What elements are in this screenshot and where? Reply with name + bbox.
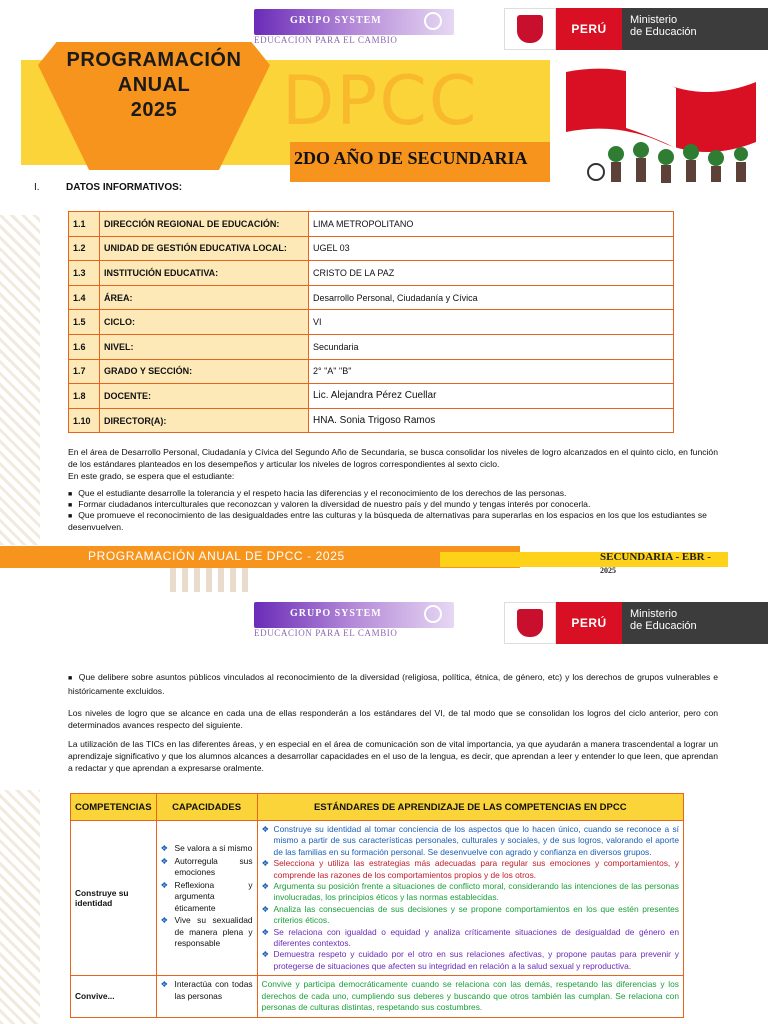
title-line2: ANUAL <box>117 74 191 96</box>
peru-flag-illustration <box>556 62 768 184</box>
brand-tagline: EDUCACION PARA EL CAMBIO <box>254 35 398 45</box>
standard-item <box>262 904 679 927</box>
ministry-label <box>622 8 768 50</box>
info-label: DOCENTE: <box>100 384 309 409</box>
capacity-text: Se valora a si mismo <box>174 843 253 853</box>
grade-label: 2DO AÑO DE SECUNDARIA <box>294 148 528 168</box>
capacity-item <box>161 880 253 915</box>
ministry-line1: Ministerio <box>630 608 678 620</box>
standard-text: Demuestra respeto y cuidado por el otro en sus relaciones afectivas, y propone pautas para prevenir y protegerse de situaciones que afecten su integridad en relación a la salud sexual y reproductiva. <box>273 949 679 971</box>
competency-row <box>71 821 684 976</box>
info-label: INSTITUCIÓN EDUCATIVA: <box>100 261 309 286</box>
page2-bullet <box>68 671 718 697</box>
info-number: 1.3 <box>69 261 100 286</box>
info-row <box>69 384 674 409</box>
capacities-cell <box>156 821 257 976</box>
page2-paragraph-1: Los niveles de logro que se alcance en cada una de ellas responderán a los estándares del VI, de tal modo que se consolidan los logros del ciclo anterior, pero con determinados avances respecto del siguiente. <box>68 708 718 730</box>
info-value: CRISTO DE LA PAZ <box>309 261 674 286</box>
peru-shield-icon <box>504 602 556 644</box>
diamond-bullet-icon: ❖ <box>160 855 169 866</box>
section-number: I. <box>34 182 40 193</box>
standards-cell <box>257 976 683 1017</box>
standard-item <box>262 881 679 904</box>
info-value: VI <box>309 310 674 335</box>
info-row <box>69 285 674 310</box>
header-capacidades: CAPACIDADES <box>156 794 257 821</box>
diamond-bullet-icon: ❖ <box>160 915 169 925</box>
ministry-line1: Ministerio <box>630 14 678 26</box>
competency-name: Construye su identidad <box>71 821 157 976</box>
info-row <box>69 261 674 286</box>
country-label: PERÚ <box>556 602 622 644</box>
standard-text: Convive y participa democráticamente cuando se relaciona con las demás, respetando las diferencias y los derechos de cada uno, cumpliendo sus deberes y buscando que otros también las cumplan. Se relaciona con personas de culturas distintas, respetando sus costumbres. <box>261 979 679 1013</box>
diamond-bullet-icon: ❖ <box>160 979 169 990</box>
info-number: 1.6 <box>69 334 100 359</box>
title-line3: 2025 <box>130 99 178 121</box>
info-row <box>69 359 674 384</box>
grupo-system-logo <box>254 9 454 35</box>
standard-text: Selecciona y utiliza las estrategias más adecuadas para regular sus emociones y comportamientos, y comprende las razones de los comportamientos propios y de los otros. <box>273 858 679 880</box>
standard-item <box>262 949 679 972</box>
info-row <box>69 310 674 335</box>
competency-table <box>70 793 684 1018</box>
capacity-text: Vive su sexualidad de manera plena y responsable <box>174 915 253 948</box>
info-label: CICLO: <box>100 310 309 335</box>
standard-item <box>262 927 679 950</box>
title-line1: PROGRAMACIÓN <box>66 49 242 71</box>
bullet-square-icon: ■ <box>68 502 73 509</box>
side-decoration <box>0 215 40 545</box>
diamond-bullet-icon: ❖ <box>160 843 169 853</box>
standard-item <box>262 979 679 1013</box>
info-number: 1.8 <box>69 384 100 409</box>
diamond-bullet-icon: ❖ <box>261 824 270 834</box>
capacity-text: Reflexiona y argumenta éticamente <box>174 879 253 913</box>
info-number: 1.10 <box>69 408 100 433</box>
bullet-text: Que promueve el reconocimiento de las desigualdades entre las culturas y la búsqueda de alternativas para superarlas en los espacios en los que los estudiantes se desenvuelven. <box>68 510 707 532</box>
brand-tagline: EDUCACION PARA EL CAMBIO <box>254 628 398 638</box>
info-value: Secundaria <box>309 334 674 359</box>
info-label: GRADO Y SECCIÓN: <box>100 359 309 384</box>
capacity-item <box>161 843 253 855</box>
competency-name: Convive... <box>71 976 157 1017</box>
info-number: 1.1 <box>69 212 100 237</box>
section-title: DATOS INFORMATIVOS: <box>66 182 183 193</box>
standard-item <box>262 858 679 881</box>
brand-name: GRUPO SYSTEM <box>290 15 382 26</box>
info-label: DIRECCIÓN REGIONAL DE EDUCACIÓN: <box>100 212 309 237</box>
subject-title: DPCC <box>282 62 479 141</box>
country-label: PERÚ <box>556 8 622 50</box>
intro-bullet <box>68 510 728 533</box>
grade-box <box>290 142 550 182</box>
page2-paragraph-2: La utilización de las TICs en las diferentes áreas, y en especial en el área de comunicación son de vital importancia, ya que ayudarán a manera trascendental a lograr un aprendizaje significativo y que los alumnos alcances a desarrollar capacidades en el uso de la lengua, es decir, que aprendan a leer y entender lo que leen, que aprendan a redactar y que aprendan a expresarse oralmente. <box>68 739 718 773</box>
bullet-text: Que el estudiante desarrolle la tolerancia y el respeto hacia las diferencias y el reconocimiento de los derechos de las personas. <box>78 488 567 498</box>
capacity-item <box>161 856 253 879</box>
info-label: ÁREA: <box>100 285 309 310</box>
capacity-text: Autorregula sus emociones <box>174 855 253 877</box>
bullet-text: Formar ciudadanos interculturales que reconozcan y valoren la diversidad de nuestro país y del mundo y tengas interés por conocerla. <box>78 499 591 509</box>
info-value: Lic. Alejandra Pérez Cuellar <box>309 384 674 409</box>
capacities-cell <box>156 976 257 1017</box>
footer-decoration <box>170 568 254 592</box>
ministry-line2: de Educación <box>630 26 697 38</box>
page2-bullet-text: Que delibere sobre asuntos públicos vinculados al reconocimiento de la diversidad (religiosa, política, étnica, de género, etc) y los derechos de grupos vulnerables e históricamente excluidos. <box>68 672 718 696</box>
diamond-bullet-icon: ❖ <box>261 881 270 892</box>
standard-item <box>262 824 679 858</box>
info-value: LIMA METROPOLITANO <box>309 212 674 237</box>
info-row <box>69 212 674 237</box>
standard-text: Construye su identidad al tomar conciencia de los aspectos que lo hacen único, cuando se reconoce a sí mismo a partir de sus características personales, culturales y sociales, y de sus logros, valorando el aporte de las familias en su formación personal. Se desenvuelve con agrado y confianza en diversos grupos. <box>273 824 679 857</box>
diamond-bullet-icon: ❖ <box>261 949 270 960</box>
standard-text: Argumenta su posición frente a situaciones de conflicto moral, considerando las intenciones de las personas involucradas, los principios éticos y las normas establecidas. <box>273 881 679 903</box>
diamond-bullet-icon: ❖ <box>261 926 270 937</box>
program-title <box>48 48 260 123</box>
info-label: UNIDAD DE GESTIÓN EDUCATIVA LOCAL: <box>100 236 309 261</box>
grupo-system-logo <box>254 602 454 628</box>
bullet-square-icon: ■ <box>68 675 73 682</box>
ministry-logo <box>504 602 768 644</box>
intro-text: En el área de Desarrollo Personal, Ciudadanía y Cívica del Segundo Año de Secundaria, se busca consolidar los niveles de logro alcanzados en el quinto ciclo, en función de los estándares planteados en los desempeños y articular los niveles de logros correspondientes al sexto ciclo. <box>68 447 718 469</box>
info-number: 1.4 <box>69 285 100 310</box>
capacity-text: Interactúa con todas las personas <box>174 979 253 1001</box>
info-row <box>69 334 674 359</box>
info-number: 1.5 <box>69 310 100 335</box>
ministry-logo <box>504 8 768 50</box>
footer-title: PROGRAMACIÓN ANUAL DE DPCC - 2025 <box>88 549 345 563</box>
intro-lead: En este grado, se espera que el estudiante: <box>68 471 235 481</box>
standard-text: Se relaciona con igualdad o equidad y analiza críticamente situaciones de desigualdad de género en diferentes contextos. <box>273 926 679 949</box>
brand-emblem-icon <box>424 605 442 623</box>
capacity-item <box>161 915 253 950</box>
standards-cell <box>257 821 683 976</box>
info-value: 2° "A" "B" <box>309 359 674 384</box>
side-decoration-2 <box>0 790 40 1024</box>
info-value: HNA. Sonia Trigoso Ramos <box>309 408 674 433</box>
info-number: 1.2 <box>69 236 100 261</box>
diamond-bullet-icon: ❖ <box>160 879 169 890</box>
ministry-line2: de Educación <box>630 620 697 632</box>
brand-name: GRUPO SYSTEM <box>290 608 382 619</box>
diamond-bullet-icon: ❖ <box>261 903 270 914</box>
header-estandares: ESTÁNDARES DE APRENDIZAJE DE LAS COMPETENCIAS EN DPCC <box>257 794 683 821</box>
info-value: UGEL 03 <box>309 236 674 261</box>
info-label: DIRECTOR(A): <box>100 408 309 433</box>
header-competencias: COMPETENCIAS <box>71 794 157 821</box>
info-number: 1.7 <box>69 359 100 384</box>
info-label: NIVEL: <box>100 334 309 359</box>
brand-emblem-icon <box>424 12 442 30</box>
info-row <box>69 408 674 433</box>
capacity-item <box>161 979 253 1002</box>
ministry-label <box>622 602 768 644</box>
bullet-square-icon: ■ <box>68 513 73 520</box>
diamond-bullet-icon: ❖ <box>261 858 270 869</box>
competency-row <box>71 976 684 1017</box>
intro-paragraph <box>68 446 718 482</box>
bullet-square-icon: ■ <box>68 491 73 498</box>
peru-shield-icon <box>504 8 556 50</box>
info-value: Desarrollo Personal, Ciudadanía y Cívica <box>309 285 674 310</box>
info-table <box>68 211 674 433</box>
footer-level: SECUNDARIA - EBR - <box>600 551 711 563</box>
standard-text: Analiza las consecuencias de sus decisiones y se propone comportamientos en los que estén presentes criterios éticos. <box>273 903 679 926</box>
info-row <box>69 236 674 261</box>
footer-year: 2025 <box>600 566 616 575</box>
